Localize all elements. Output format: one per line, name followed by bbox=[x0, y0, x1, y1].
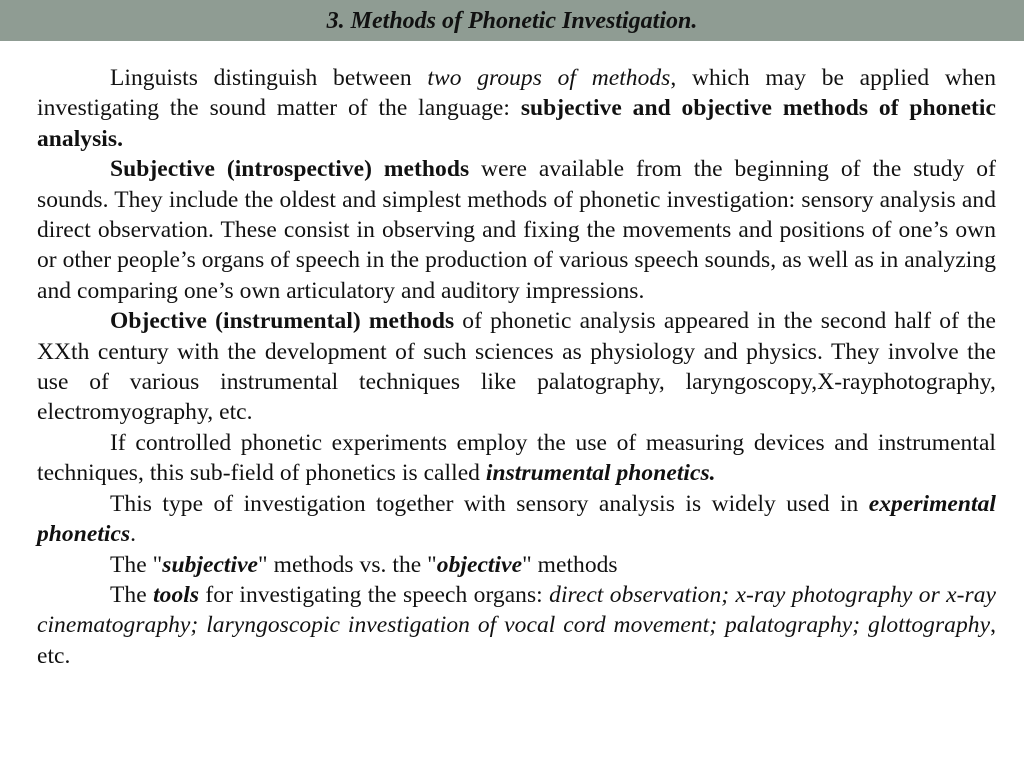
p1-italic-two-groups: two groups of methods bbox=[427, 65, 671, 91]
paragraph-subjective-vs-objective bbox=[37, 550, 996, 580]
p1-bold-methods: subjective and objective methods of phonetic analysis. bbox=[37, 95, 996, 152]
p1-text-c: , which may be applied when investigating the sound matter of the language: bbox=[37, 65, 996, 122]
p3-bold-heading: Objective (instrumental) methods bbox=[110, 308, 455, 335]
paragraph-tools bbox=[37, 580, 996, 671]
slide-title: 3. Methods of Phonetic Investigation. bbox=[326, 7, 698, 34]
p1-text-a: Linguists distinguish between bbox=[110, 65, 428, 91]
p2-text: were available from the beginning of the study of sounds. They include the oldest and simplest methods of phonetic investigation: sensory analysis and direct observation. These consist in observing and fixing the movements and positions of one’s own or other people’s organs of speech in the production of various speech sounds, as well as in analyzing and comparing one’s own articulatory and auditory impressions. bbox=[37, 156, 996, 304]
p6-text-a: The " bbox=[110, 551, 163, 578]
p6-term-subjective: subjective bbox=[162, 551, 259, 578]
slide-body bbox=[37, 63, 996, 671]
paragraph-subjective-methods bbox=[37, 154, 996, 306]
p6-term-objective: objective bbox=[436, 551, 523, 578]
p5-period: . bbox=[130, 521, 137, 548]
p2-bold-heading: Subjective (introspective) methods bbox=[110, 156, 470, 183]
p6-text-e: " methods bbox=[522, 551, 618, 578]
paragraph-experimental-phonetics bbox=[37, 489, 996, 550]
p7-term-tools: tools bbox=[153, 581, 200, 608]
paragraph-two-groups bbox=[37, 63, 996, 154]
p7-text-c: for investigating the speech organs: bbox=[199, 581, 550, 608]
paragraph-instrumental-phonetics bbox=[37, 428, 996, 489]
p4-term-instrumental-phonetics: instrumental phonetics. bbox=[485, 460, 716, 487]
p7-italic-tool-list: direct observation; x-ray photography or x-ray cinematography; laryngoscopic investigation of vocal cord movement; palatography; glottography bbox=[37, 581, 996, 639]
title-bar bbox=[0, 0, 1024, 41]
p7-text-e: , etc. bbox=[37, 612, 996, 669]
p6-text-c: " methods vs. the " bbox=[258, 551, 437, 578]
p3-text: of phonetic analysis appeared in the second half of the XXth century with the development of such sciences as physiology and physics. They involve the use of various instrumental techniques like palatography, laryngoscopy,X-rayphotography, electromyography, etc. bbox=[37, 308, 996, 426]
p7-text-a: The bbox=[110, 581, 154, 608]
p5-term-experimental-phonetics: experimental phonetics bbox=[37, 490, 996, 548]
p5-text: This type of investigation together with sensory analysis is widely used in bbox=[110, 490, 869, 517]
p4-text: If controlled phonetic experiments employ the use of measuring devices and instrumental techniques, this sub-field of phonetics is called bbox=[37, 429, 996, 487]
paragraph-objective-methods bbox=[37, 306, 996, 428]
